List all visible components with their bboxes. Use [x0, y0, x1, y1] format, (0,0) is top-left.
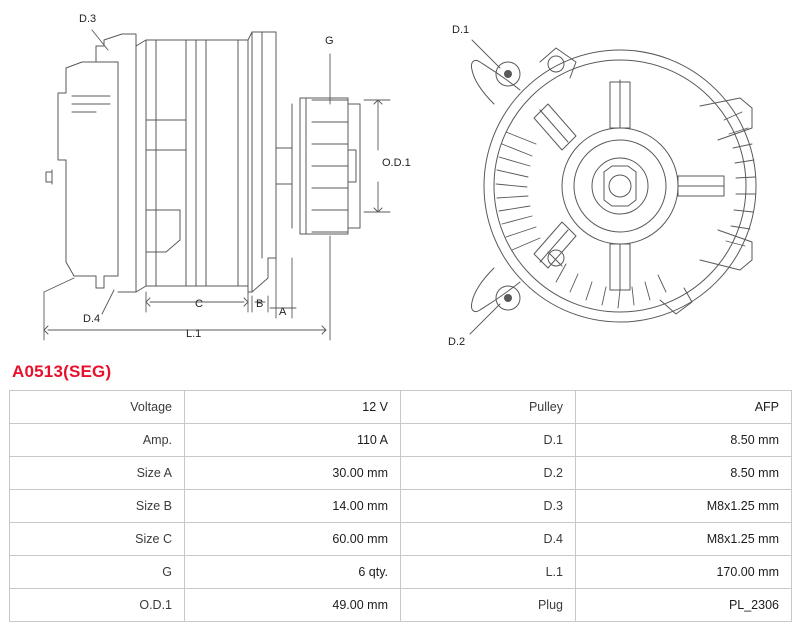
spec-label: D.4	[401, 523, 576, 556]
drawing-callout-labels	[79, 13, 469, 348]
table-row	[10, 457, 792, 490]
table-row	[10, 391, 792, 424]
spec-label: Size B	[10, 490, 185, 523]
dim-a: A	[279, 306, 287, 318]
spec-value: 6 qty.	[185, 556, 401, 589]
spec-label: D.2	[401, 457, 576, 490]
spec-value: 14.00 mm	[185, 490, 401, 523]
table-row	[10, 523, 792, 556]
callout-d2: D.2	[448, 336, 466, 348]
front-view-group	[471, 48, 756, 322]
table-row	[10, 490, 792, 523]
callout-d1: D.1	[452, 24, 470, 36]
specifications-table	[9, 390, 792, 622]
spec-value: M8x1.25 mm	[576, 490, 792, 523]
spec-label: Voltage	[10, 391, 185, 424]
spec-label: L.1	[401, 556, 576, 589]
dim-l1: L.1	[186, 328, 202, 340]
spec-label: Pulley	[401, 391, 576, 424]
spec-label: D.3	[401, 490, 576, 523]
spec-label: Size A	[10, 457, 185, 490]
spec-value: 12 V	[185, 391, 401, 424]
spec-label: Plug	[401, 589, 576, 622]
table-row	[10, 589, 792, 622]
dim-b: B	[256, 298, 264, 310]
table-row	[10, 556, 792, 589]
page-title: A0513(SEG)	[12, 362, 112, 381]
spec-value: 170.00 mm	[576, 556, 792, 589]
spec-value: M8x1.25 mm	[576, 523, 792, 556]
table-row	[10, 424, 792, 457]
callout-d4: D.4	[83, 313, 101, 325]
specifications-table-body	[10, 391, 792, 622]
spec-label: Amp.	[10, 424, 185, 457]
spec-value: 30.00 mm	[185, 457, 401, 490]
spec-label: D.1	[401, 424, 576, 457]
spec-value: 110 A	[185, 424, 401, 457]
side-view-group	[46, 32, 360, 292]
spec-value: AFP	[576, 391, 792, 424]
callout-g: G	[325, 35, 334, 47]
spec-value: 8.50 mm	[576, 457, 792, 490]
spec-label: O.D.1	[10, 589, 185, 622]
callout-od1: O.D.1	[382, 157, 411, 169]
dim-c: C	[195, 298, 203, 310]
callout-d3: D.3	[79, 13, 97, 25]
spec-label: Size C	[10, 523, 185, 556]
spec-value: 8.50 mm	[576, 424, 792, 457]
spec-value: PL_2306	[576, 589, 792, 622]
spec-value: 49.00 mm	[185, 589, 401, 622]
spec-value: 60.00 mm	[185, 523, 401, 556]
spec-label: G	[10, 556, 185, 589]
